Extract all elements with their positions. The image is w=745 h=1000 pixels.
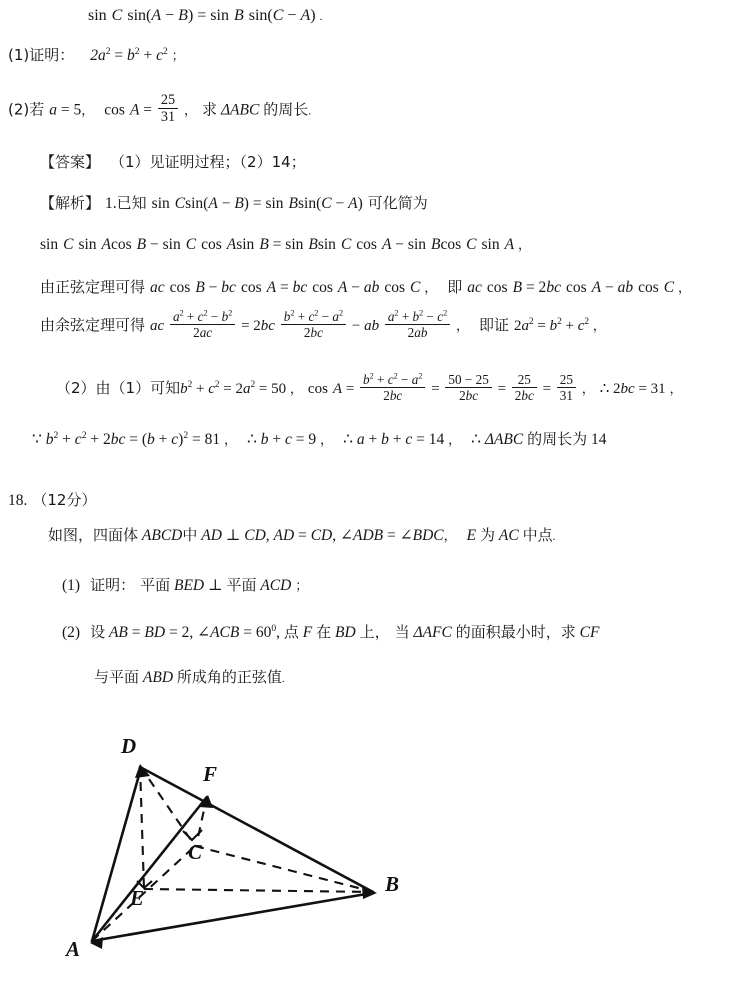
- arrowhead-at-B: [362, 886, 377, 899]
- fraction-b2c2a2-over-2bc: [281, 310, 346, 339]
- fraction-a2b2c2-over-2ab: [385, 310, 450, 339]
- cosine-rule-lead: 由余弦定理可得: [40, 316, 146, 335]
- fraction-numerator: 50 − 25: [445, 373, 491, 388]
- vertex-label-A: A: [66, 937, 81, 961]
- fraction-numerator: 25: [512, 373, 537, 388]
- fraction-cosA: [158, 93, 178, 125]
- solid-edges-group: [92, 767, 373, 941]
- vertex-label-F: F: [203, 762, 218, 786]
- sub1-number: (1): [62, 577, 81, 594]
- part2-line: (2)若 a = 5， cos A = $\frac{25}{31}$ ， 求 ΔABC 的周长.: [8, 91, 311, 125]
- fraction-denominator: 2ac: [193, 324, 213, 340]
- fraction-denominator: 2bc: [459, 387, 479, 403]
- fraction-25-over-2bc: [512, 373, 537, 402]
- vertex-label-C: C: [188, 840, 203, 864]
- fraction-numerator: 25: [158, 93, 178, 109]
- fraction-denominator: 31: [160, 108, 176, 125]
- edge-A-D: [92, 768, 141, 941]
- sine-rule-lead: 由正弦定理可得: [40, 278, 146, 296]
- fraction-denominator: 2bc: [303, 324, 323, 340]
- answer-line: [40, 155, 306, 171]
- edge-C-B: [195, 846, 374, 892]
- fraction-denominator: 31: [559, 387, 573, 403]
- fraction-denominator: 2bc: [514, 387, 534, 403]
- fraction-b2c2a2-over-2bc-2: [360, 373, 425, 402]
- fraction-numerator: $a^2 + b^2 - c^2$: [385, 310, 450, 325]
- fraction-numerator: $b^2 + c^2 - a^2$: [360, 373, 425, 388]
- question-18-stem: 如图，四面体 ABCD中 AD ⊥ CD, AD = CD, ∠ADB = ∠BDC， E 为 AC 中点.: [48, 526, 556, 544]
- sine-rule-then: 即: [447, 278, 463, 296]
- edge-E-B: [144, 889, 374, 892]
- question-18-sub2-line2: 与平面 ABD 所成角的正弦值.: [94, 668, 285, 686]
- edge-A-F: [92, 798, 206, 941]
- sine-rule-line: 由正弦定理可得 ac cos B − bc cos A = bc cos A − ab cos C ， 即 ac cos B = 2bc cos A − ab cos C ，: [40, 278, 691, 296]
- fraction-a2c2b2-over-2ac: [170, 310, 235, 339]
- fraction-numerator: $a^2 + c^2 - b^2$: [170, 310, 235, 325]
- vertex-label-B: B: [385, 872, 400, 896]
- final-conclusion-line: ∵ $b^2 + c^2 + 2bc = (b + c)^2 = 81$ ， ∴ b + c = 9 ， ∴ a + b + c = 14 ， ∴ ΔABC 的周长为 14: [32, 429, 607, 448]
- vertex-label-E: E: [130, 886, 145, 910]
- question-number: 18.: [8, 492, 28, 509]
- part2-solve-line: （2）由（1）可知$b^2 + c^2 = 2a^2 = 50$ ， cos A = $\frac{b^2 + c^2 - a^2}{2bc}$ = $\frac{50 - 25}{2bc}$ = $\frac{25}{2bc}$ = $\frac{25}{31}$ ， ∴ 2bc = 31 ，: [56, 371, 683, 403]
- expansion-line: sin C sin Acos B − sin C cos Asin B = sin Bsin C cos A − sin Bcos C sin A ，: [40, 236, 531, 253]
- sub2-number: (2): [62, 624, 81, 641]
- edge-D-B: [140, 767, 373, 892]
- analysis-tag: 【解析】: [40, 194, 101, 212]
- question-18-header: [8, 493, 96, 509]
- vertex-label-D: D: [121, 734, 137, 758]
- question-18-sub2-line1: (2) 设 AB = BD = 2, ∠ACB = $60^0$, 点 F 在 BD 上， 当 ΔAFC 的面积最小时，求 CF: [62, 622, 600, 641]
- question-points: （12分）: [32, 491, 97, 509]
- cosine-rule-line: 由余弦定理可得 ac $\frac{a^2 + c^2 - b^2}{2ac}$ = 2bc $\frac{b^2 + c^2 - a^2}{2bc}$ − ab $\frac{a^2 + b^2 - c^2}{2ab}$ ， 即证 $2a^2 = b^2 + c^2$ ，: [40, 308, 606, 340]
- fraction-numerator: 25: [557, 373, 576, 388]
- answer-body: （1）见证明过程；（2）14；: [110, 153, 306, 171]
- part2-solve-lead: （2）由（1）可知: [56, 379, 181, 398]
- answer-tag: 【答案】: [40, 153, 101, 171]
- fraction-numerator: $b^2 + c^2 - a^2$: [281, 310, 346, 325]
- edge-D-E: [140, 766, 144, 889]
- question-18-sub1: (1) 证明： 平面 BED ⊥ 平面 ACD ；: [62, 576, 309, 594]
- part1-line: (1)证明： $2a^2 = b^2 + c^2$ ；: [8, 45, 185, 64]
- fraction-denominator: 2ab: [407, 324, 428, 340]
- fraction-denominator: 2bc: [383, 387, 403, 403]
- given-identity-line: sin C sin(A − B) = sin B sin(C − A) .: [88, 7, 323, 24]
- part1-label: (1)证明：: [8, 46, 75, 64]
- fraction-25-over-31: [557, 373, 576, 402]
- tetrahedron-figure: [40, 718, 460, 993]
- fraction-50-25-over-2bc: [445, 373, 491, 402]
- tetrahedron-svg: [40, 718, 460, 993]
- cosine-rule-then: 即证: [478, 316, 509, 335]
- analysis-lead-line: 【解析】 1.已知 sin Csin(A − B) = sin Bsin(C − A) 可化简为: [40, 194, 428, 212]
